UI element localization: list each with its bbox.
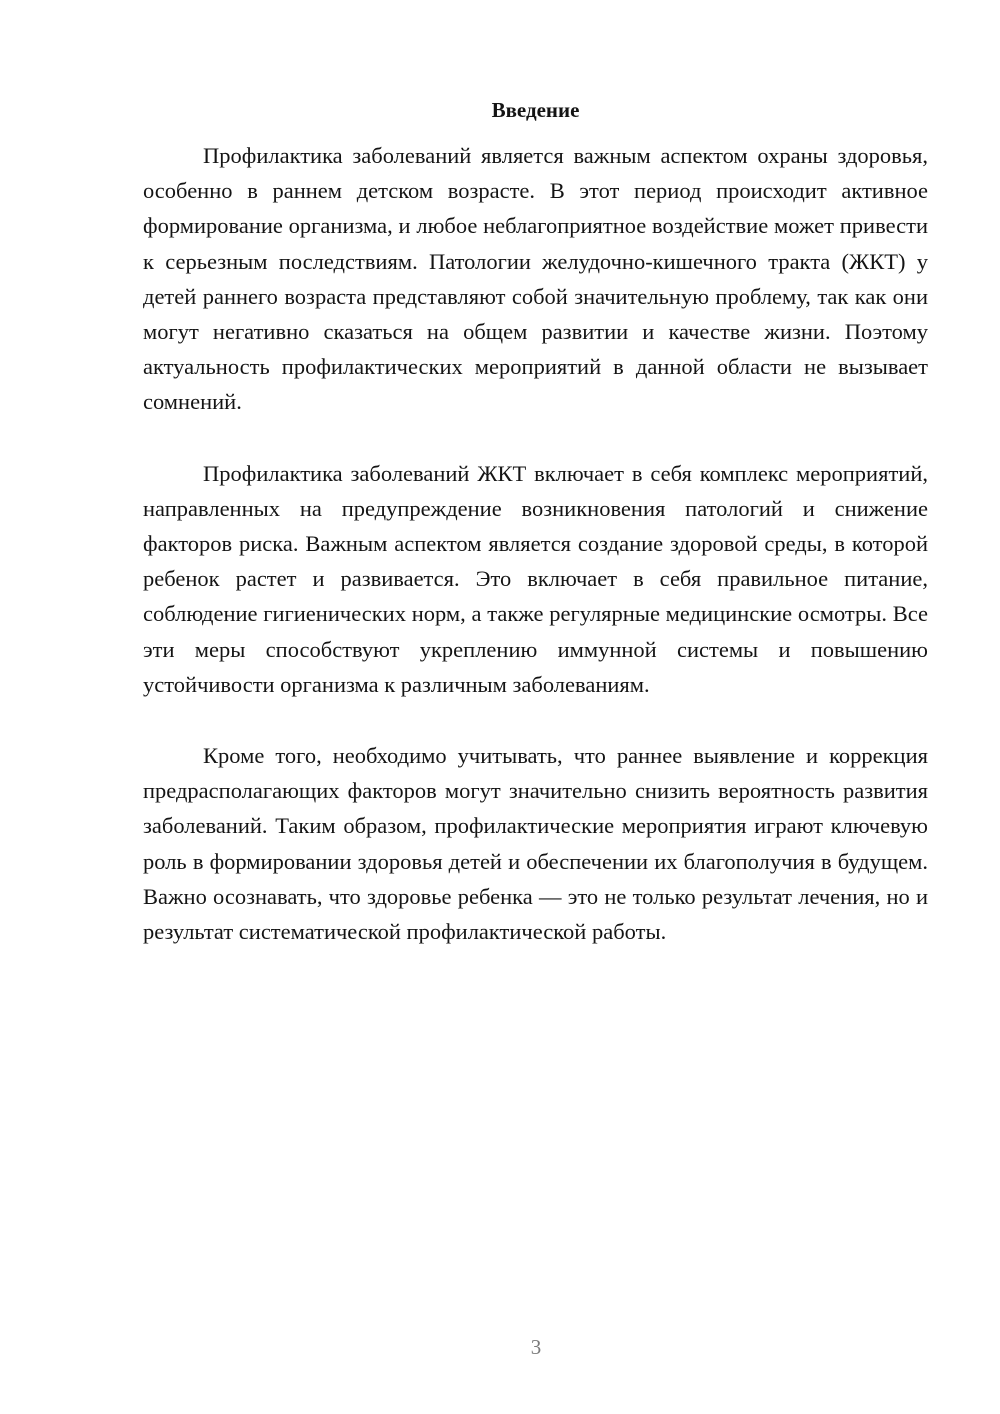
paragraph-2: Профилактика заболеваний ЖКТ включает в себя комплекс мероприятий, направленных на предупреждение возникновения патологий и снижение факторов риска. Важным аспектом является создание здоровой среды, в которой ребенок растет и развивается. Это включает в себя правильное питание, соблюдение гигиенических норм, а также регулярные медицинские осмотры. Все эти меры способствуют укреплению иммунной системы и повышению устойчивости организма к различным заболеваниям. <box>143 460 928 697</box>
paragraph-3: Кроме того, необходимо учитывать, что раннее выявление и коррекция предрасполагающих факторов могут значительно снизить вероятность развития заболеваний. Таким образом, профилактические мероприятия играют ключевую роль в формировании здоровья детей и обеспечении их благополучия в будущем. Важно осознавать, что здоровье ребенка — это не только результат лечения, но и результат систематической профилактической работы. <box>143 743 928 945</box>
paragraph-1: Профилактика заболеваний является важным аспектом охраны здоровья, особенно в раннем детском возрасте. В этот период происходит активное формирование организма, и любое неблагоприятное воздействие может привести к серьезным последствиям. Патологии желудочно-кишечного тракта (ЖКТ) у детей раннего возраста представляют собой значительную проблему, так как они могут негативно сказаться на общем развитии и качестве жизни. Поэтому актуальность профилактических мероприятий в данной области не вызывает сомнений. <box>143 143 928 415</box>
page-content <box>143 96 928 985</box>
page-number: 3 <box>530 1335 542 1359</box>
section-title: Введение <box>491 98 580 122</box>
